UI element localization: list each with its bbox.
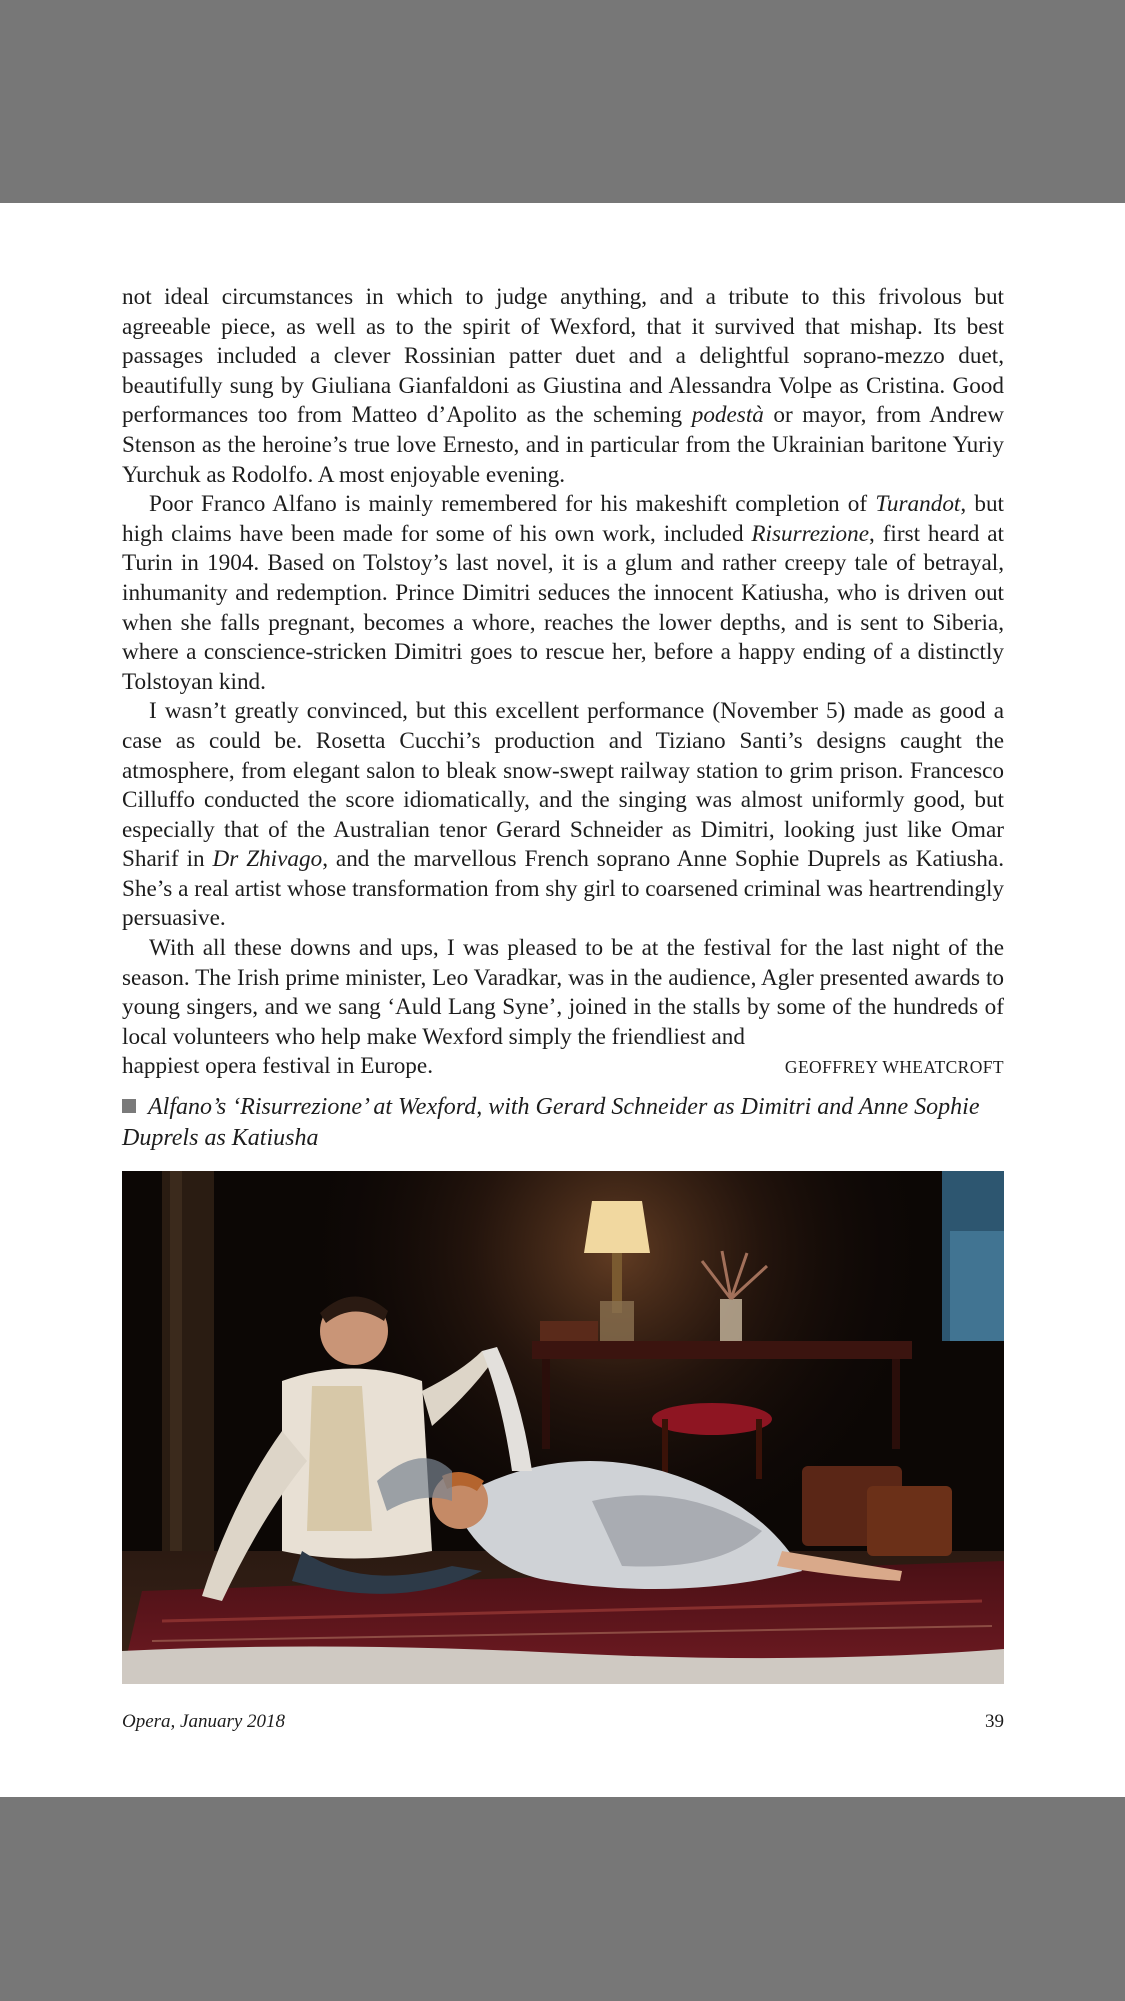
stage-scene-illustration <box>122 1171 1004 1684</box>
italic-title: Risurrezione <box>751 520 870 547</box>
magazine-page <box>0 203 1125 1797</box>
text-run: I wasn’t greatly convinced, but this excellent performance (November 5) made as good a case as could be. Rosetta Cucchi’s production and Tiziano Santi’s designs caught the atmosphere, from elegant salon to bleak snow-swept railway station to grim prison. Francesco Cilluffo conducted the score idiomatically, and the singing was almost uniformly good, but especially that of the Australian tenor Gerard Schneider as Dimitri, looking just like Omar Sharif in <box>122 698 1004 873</box>
text-run: , first heard at Turin in 1904. Based on Tolstoy’s last novel, it is a glum and rather creepy tale of betrayal, inhumanity and redemption. Prince Dimitri seduces the innocent Katiusha, who is driven out when she falls pregnant, becomes a whore, reaches the lower depths, and is sent to Siberia, where a conscience-stricken Dimitri goes to rescue her, before a happy ending of a distinctly Tolstoyan kind. <box>122 520 1004 695</box>
photo-caption <box>122 1092 1004 1154</box>
text-run: , but high claims have been made for some of his own work, included <box>122 491 1004 547</box>
page-number: 39 <box>985 1711 1004 1732</box>
caption-text: Alfano’s ‘Risurrezione’ at Wexford, with Gerard Schneider as Dimitri and Anne Sophie Duprels as Katiusha <box>122 1094 980 1151</box>
text-run: , and the marvellous French soprano Anne Sophie Duprels as Katiusha. She’s a real artist whose transformation from shy girl to coarsened criminal was heartrendingly persuasive. <box>122 846 1004 932</box>
paragraph-3 <box>122 697 1004 934</box>
italic-term: podestà <box>691 402 764 429</box>
closing-text: happiest opera festival in Europe. <box>122 1053 433 1080</box>
text-run: Poor Franco Alfano is mainly remembered for his makeshift completion of <box>149 491 876 518</box>
magazine-issue: Opera, January 2018 <box>122 1711 286 1732</box>
article-body <box>122 283 1004 1083</box>
paragraph-1 <box>122 283 1004 490</box>
production-photo <box>122 1171 1004 1684</box>
text-run: not ideal circumstances in which to judge anything, and a tribute to this frivolous but agreeable piece, as well as to the spirit of Wexford, that it survived that mishap. Its best passages included a clever Rossinian patter duet and a delightful soprano-mezzo duet, beautifully sung by Giuliana Gianfaldoni as Giustina and Alessandra Volpe as Cristina. Good performances too from Matteo d’Apolito as the scheming <box>122 284 1004 429</box>
italic-title: Dr Zhivago <box>212 846 323 873</box>
text-run: With all these downs and ups, I was pleased to be at the festival for the last night of the season. The Irish prime minister, Leo Varadkar, was in the audience, Agler presented awards to young singers, and we sang ‘Auld Lang Syne’, joined in the stalls by some of the hundreds of local volunteers who help make Wexford simply the friendliest and <box>122 935 1004 1050</box>
closing-line <box>122 1052 1004 1083</box>
caption-marker-icon <box>122 1099 136 1113</box>
author-byline: GEOFFREY WHEATCROFT <box>784 1057 1004 1078</box>
page-footer <box>122 1711 1004 1733</box>
paragraph-4 <box>122 934 1004 1052</box>
italic-title: Turandot <box>875 491 961 518</box>
text-run: or mayor, from Andrew Stenson as the heroine’s true love Ernesto, and in particular from the Ukrainian baritone Yuriy Yurchuk as Rodolfo. A most enjoyable evening. <box>122 402 1005 488</box>
paragraph-2 <box>122 490 1004 697</box>
